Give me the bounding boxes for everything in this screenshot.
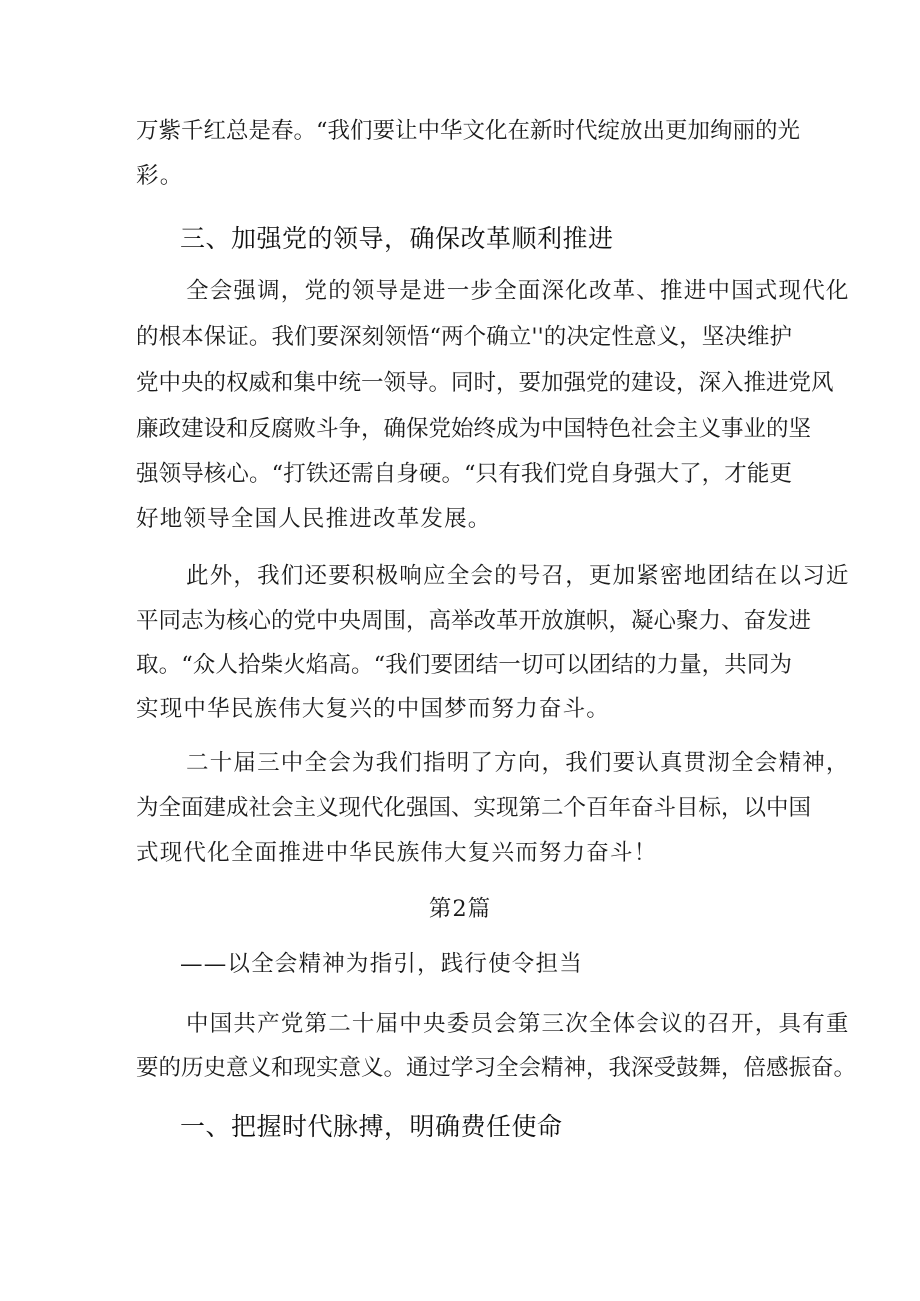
paragraph-1-line-2: 彩。 xyxy=(136,163,184,189)
section-heading-3: 三、加强党的领导，确保改革顺利推进 xyxy=(180,224,614,253)
section-heading-1: 一、把握时代脉搏，明确费任使命 xyxy=(180,1112,563,1141)
paragraph-2-line-2: 的根本保证。我们要深刻领悟“两个确立''的决定性意义，坚决维护 xyxy=(136,324,792,350)
paragraph-5-line-2: 要的历史意义和现实意义。通过学习全会精神，我深受鼓舞，倍感振奋。 xyxy=(136,1055,857,1081)
section-title: 第2篇 xyxy=(428,896,492,922)
paragraph-3-line-2: 平同志为核心的党中央周围，高举改革开放旗帜，凝心聚力、奋发进 xyxy=(136,608,812,634)
paragraph-4-line-2: 为全面建成社会主义现代化强国、实现第二个百年奋斗目标，以中国 xyxy=(136,795,812,821)
paragraph-3-line-3: 取。“众人拾柴火焰高。“我们要团结一切可以团结的力量，共同为 xyxy=(136,652,792,678)
paragraph-5-line-1: 中国共产党第二十届中央委员会第三次全体会议的召开，具有重 xyxy=(186,1011,850,1037)
paragraph-3-line-1: 此外，我们还要积极响应全会的号召，更加紧密地团结在以习近 xyxy=(186,563,850,589)
paragraph-4-line-3: 式现代化全面推进中华民族伟大复兴而努力奋斗！ xyxy=(136,840,658,866)
paragraph-1-line-1: 万紫千红总是春。“我们要让中华文化在新时代绽放出更加绚丽的光 xyxy=(136,118,801,144)
paragraph-4-line-1: 二十届三中全会为我们指明了方向，我们要认真贯沏全会精神， xyxy=(186,750,850,776)
paragraph-2-line-5: 强领导核心。“打铁还需自身硬。“只有我们党自身强大了，才能更 xyxy=(136,461,792,487)
paragraph-2-line-3: 党中央的权威和集中统一领导。同时，要加强党的建设，深入推进党风 xyxy=(136,370,834,396)
paragraph-2-line-1: 全会强调，党的领导是进一步全面深化改革、推进中国式现代化 xyxy=(186,278,850,304)
paragraph-3-line-4: 实现中华民族伟大复兴的中国梦而努力奋斗。 xyxy=(136,696,611,722)
paragraph-2-line-6: 好地领导全国人民推进改革发展。 xyxy=(136,506,492,532)
paragraph-2-line-4: 廉政建设和反腐败斗争，确保党始终成为中国特色社会主义事业的坚 xyxy=(136,416,812,442)
section-subtitle: ——以全会精神为指引，践行使令担当 xyxy=(180,951,583,977)
